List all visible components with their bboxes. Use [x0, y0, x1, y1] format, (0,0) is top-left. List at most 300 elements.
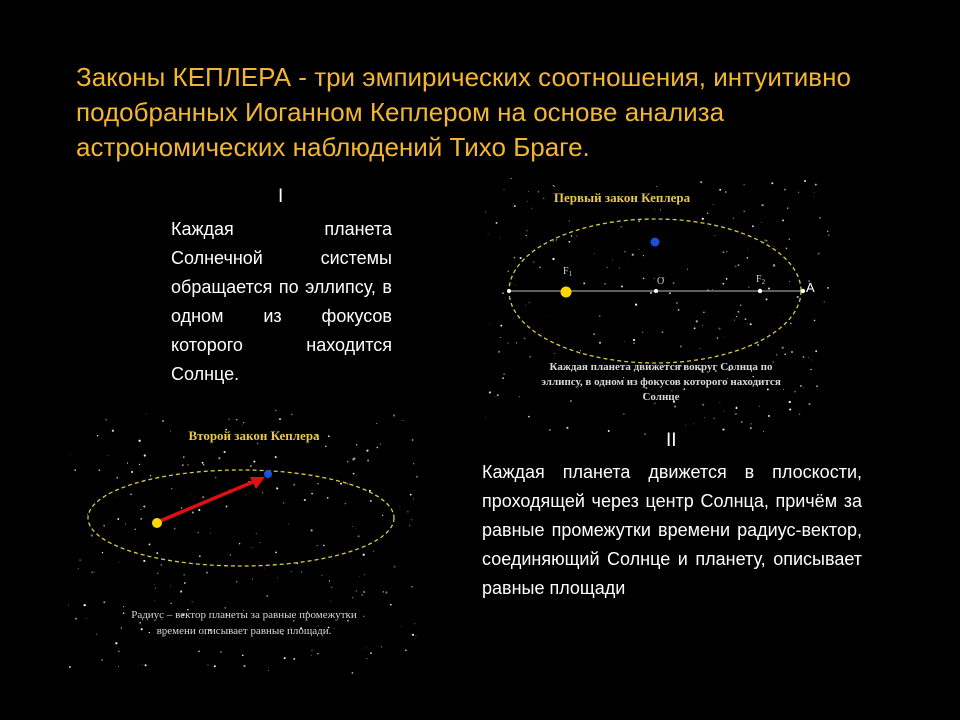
star — [365, 647, 366, 648]
star — [228, 418, 230, 420]
star — [531, 208, 532, 209]
star — [656, 186, 657, 187]
star — [156, 552, 158, 554]
sun-icon — [561, 287, 572, 298]
star — [288, 523, 289, 524]
star — [687, 269, 688, 270]
star — [824, 301, 825, 302]
star — [519, 396, 520, 397]
star — [783, 389, 784, 390]
star — [412, 439, 414, 441]
star — [763, 431, 764, 432]
star — [621, 286, 623, 288]
star — [171, 488, 172, 489]
star — [214, 665, 216, 667]
star — [202, 496, 204, 498]
star — [376, 423, 377, 424]
star — [68, 604, 69, 605]
star — [655, 209, 656, 210]
star — [291, 571, 292, 572]
star — [791, 351, 793, 353]
star — [293, 658, 295, 660]
star — [344, 503, 346, 505]
star — [276, 487, 278, 489]
star — [623, 413, 625, 415]
star — [819, 217, 821, 219]
star — [190, 494, 191, 495]
star — [69, 666, 71, 668]
star — [815, 350, 817, 352]
star — [143, 505, 145, 507]
star — [803, 356, 805, 358]
star — [524, 337, 526, 339]
star — [643, 255, 644, 256]
star — [220, 651, 221, 652]
star — [410, 494, 412, 496]
star — [123, 612, 125, 614]
star — [127, 463, 128, 464]
star — [112, 430, 114, 432]
star — [91, 534, 93, 536]
star — [74, 469, 75, 470]
star — [738, 264, 740, 266]
first-law-figure — [485, 178, 830, 438]
star — [790, 323, 791, 324]
slide-title: Законы КЕПЛЕРА - три эмпирических соотношения, интуитивно подобранных Иоганном Кеплером на основе анализа астрономических наблюдений Тихо Браге. — [76, 62, 851, 162]
star — [119, 562, 120, 563]
figure2-caption-line1: Радиус – вектор планеты за равные промежутки — [131, 609, 357, 621]
star — [766, 298, 768, 300]
star — [170, 603, 172, 605]
star — [154, 584, 155, 585]
star — [210, 533, 211, 534]
orbit-ellipse — [88, 470, 394, 566]
star — [594, 253, 595, 254]
star — [828, 234, 830, 236]
star — [786, 248, 788, 250]
star — [311, 650, 312, 651]
star — [416, 476, 418, 478]
star — [632, 254, 634, 256]
star — [317, 653, 319, 655]
star — [327, 497, 329, 499]
star — [358, 535, 360, 537]
star — [644, 433, 645, 434]
star — [683, 388, 685, 390]
star — [131, 468, 132, 469]
star — [385, 591, 387, 593]
star — [745, 318, 747, 320]
star — [662, 331, 664, 333]
star — [624, 251, 625, 252]
star — [784, 189, 786, 191]
figure1-heading: Первый закон Кеплера — [553, 190, 691, 205]
law1-numeral: I — [278, 186, 284, 207]
star — [527, 201, 528, 202]
star — [250, 465, 252, 467]
focus2-point — [758, 289, 762, 293]
second-law-figure — [68, 410, 420, 676]
star — [496, 222, 498, 224]
star — [400, 507, 401, 508]
star — [115, 496, 116, 497]
star — [184, 582, 186, 584]
star — [554, 186, 555, 187]
star — [230, 554, 231, 555]
star — [352, 526, 353, 527]
star — [123, 606, 124, 607]
star — [624, 341, 625, 342]
star — [703, 311, 705, 313]
star — [512, 206, 513, 207]
star — [317, 545, 318, 546]
star — [552, 258, 554, 260]
star — [502, 377, 504, 379]
star — [352, 458, 354, 460]
center-label: O — [657, 276, 665, 287]
star — [102, 552, 103, 553]
star — [735, 265, 737, 267]
star — [70, 454, 71, 455]
star — [714, 235, 715, 236]
star — [633, 339, 635, 341]
star — [707, 212, 709, 214]
star — [393, 414, 395, 416]
star — [516, 342, 517, 343]
star — [149, 543, 151, 545]
star — [627, 259, 628, 260]
star — [284, 657, 286, 659]
star — [529, 356, 531, 358]
star — [311, 529, 313, 531]
star — [411, 586, 412, 587]
star — [808, 403, 810, 405]
star — [117, 518, 119, 520]
star — [526, 235, 527, 236]
star — [198, 509, 200, 511]
star — [599, 342, 601, 344]
star — [206, 572, 208, 574]
star — [242, 654, 244, 656]
star — [108, 523, 109, 524]
star — [236, 581, 237, 582]
figure1-caption-line2: эллипсу, в одном из фокусов которого находится — [541, 376, 781, 388]
star — [511, 283, 512, 284]
star — [555, 239, 557, 241]
star — [264, 568, 265, 569]
star — [252, 579, 253, 580]
star — [554, 353, 555, 354]
star — [401, 626, 402, 627]
star — [142, 664, 143, 665]
star — [84, 604, 86, 606]
star — [747, 323, 748, 324]
star — [513, 204, 514, 205]
focus2-label: $F_2$ — [756, 274, 766, 286]
star — [700, 181, 702, 183]
star — [800, 385, 802, 387]
star — [146, 414, 147, 415]
star — [355, 528, 356, 529]
star — [140, 509, 141, 510]
star — [356, 444, 357, 445]
star — [619, 228, 620, 229]
star — [719, 402, 720, 403]
star — [411, 519, 413, 521]
center-point — [654, 289, 658, 293]
star — [359, 576, 360, 577]
star — [243, 665, 245, 667]
star — [218, 457, 220, 459]
star — [347, 483, 348, 484]
star — [131, 471, 133, 473]
star — [252, 547, 253, 548]
star — [570, 400, 572, 402]
star — [180, 590, 182, 592]
star — [149, 632, 150, 633]
star — [782, 347, 784, 349]
star — [787, 208, 788, 209]
star — [277, 577, 278, 578]
star — [702, 325, 703, 326]
star — [779, 317, 780, 318]
star — [390, 604, 392, 606]
star — [803, 387, 804, 388]
star — [393, 514, 394, 515]
star — [497, 394, 499, 396]
star — [317, 483, 318, 484]
star — [733, 218, 734, 219]
star — [789, 401, 791, 403]
star — [539, 266, 541, 268]
planet-icon — [651, 238, 660, 247]
star — [650, 292, 652, 294]
star — [750, 423, 751, 424]
star — [784, 354, 786, 356]
star — [767, 388, 769, 390]
star — [773, 264, 775, 266]
star — [620, 226, 622, 228]
star — [262, 492, 263, 493]
star — [548, 315, 549, 316]
star — [504, 189, 505, 190]
star — [502, 292, 504, 294]
star — [713, 418, 715, 420]
star — [243, 422, 244, 423]
star — [713, 204, 714, 205]
star — [352, 597, 353, 598]
star — [789, 408, 791, 410]
star — [150, 475, 151, 476]
star — [772, 361, 774, 363]
star — [75, 618, 77, 620]
star — [325, 446, 326, 447]
star — [673, 282, 675, 284]
star — [818, 252, 820, 254]
star — [103, 601, 105, 603]
star — [507, 270, 508, 271]
star — [696, 320, 698, 322]
star — [669, 292, 671, 294]
star — [187, 464, 189, 466]
star — [236, 419, 238, 421]
star — [311, 493, 313, 495]
star — [416, 635, 417, 636]
star — [718, 230, 719, 231]
star — [717, 337, 718, 338]
star — [702, 218, 704, 220]
star — [764, 239, 766, 241]
star — [750, 323, 752, 325]
star — [724, 411, 725, 412]
star — [260, 542, 261, 543]
star — [635, 303, 637, 305]
star — [771, 182, 773, 184]
star — [116, 477, 118, 479]
star — [499, 238, 500, 239]
star — [154, 600, 155, 601]
star — [253, 461, 255, 463]
star — [108, 455, 109, 456]
star — [139, 464, 140, 465]
star — [514, 257, 516, 259]
star — [412, 634, 413, 635]
star — [79, 559, 81, 561]
star — [363, 616, 364, 617]
star — [762, 222, 763, 223]
figure1-caption-line1: Каждая планета движется вокруг Солнца по — [549, 361, 773, 373]
star — [377, 447, 379, 449]
star — [718, 328, 720, 330]
star — [750, 427, 752, 429]
star — [571, 235, 573, 237]
star — [141, 628, 143, 630]
star — [752, 225, 754, 227]
star — [361, 594, 363, 596]
star — [413, 463, 414, 464]
star — [726, 278, 728, 280]
star — [170, 431, 171, 432]
star — [694, 327, 696, 329]
star — [798, 192, 799, 193]
second-law-diagram — [68, 410, 420, 676]
star — [198, 532, 199, 533]
star — [593, 333, 595, 335]
star — [279, 418, 281, 420]
star — [138, 440, 140, 442]
star — [363, 591, 365, 593]
star — [157, 573, 158, 574]
focus1-label: $F_1$ — [563, 266, 573, 278]
star — [144, 454, 146, 456]
star — [321, 575, 322, 576]
star — [794, 391, 795, 392]
star — [619, 268, 620, 269]
star — [660, 209, 661, 210]
star — [256, 533, 258, 535]
figure2-caption-line2: времени описывает равные площади. — [156, 625, 332, 637]
star — [183, 456, 184, 457]
star — [678, 309, 680, 311]
star — [607, 267, 608, 268]
star — [323, 545, 325, 547]
star — [245, 494, 246, 495]
star — [643, 278, 645, 280]
star — [810, 369, 812, 371]
star — [747, 249, 748, 250]
star — [393, 566, 395, 568]
star — [719, 189, 721, 191]
star — [827, 287, 829, 289]
star — [134, 528, 136, 530]
star — [101, 659, 103, 661]
star — [759, 406, 760, 407]
star — [366, 658, 367, 659]
star — [121, 627, 122, 628]
star — [815, 184, 817, 186]
star — [268, 670, 269, 671]
star — [529, 302, 531, 304]
star — [198, 650, 200, 652]
star — [370, 652, 372, 654]
star — [366, 449, 368, 451]
star — [87, 514, 88, 515]
star — [140, 518, 142, 520]
star — [734, 411, 735, 412]
star — [91, 571, 93, 573]
star — [207, 664, 208, 665]
star — [97, 435, 98, 436]
star — [139, 622, 141, 624]
star — [353, 473, 355, 475]
star — [811, 360, 812, 361]
star — [528, 416, 530, 418]
star — [383, 591, 384, 592]
star — [414, 623, 415, 624]
star — [702, 404, 704, 406]
star — [543, 198, 544, 199]
star — [485, 417, 486, 418]
star — [528, 191, 529, 192]
star — [494, 396, 495, 397]
star — [311, 655, 312, 656]
star — [103, 525, 105, 527]
aphelion-label: A — [806, 280, 815, 295]
star — [520, 257, 522, 259]
star — [576, 235, 577, 236]
star — [704, 417, 705, 418]
star — [599, 315, 601, 317]
star — [723, 337, 724, 338]
star — [105, 419, 107, 421]
star — [191, 601, 192, 602]
star — [340, 483, 342, 485]
star — [373, 551, 374, 552]
star — [514, 205, 516, 207]
star — [746, 257, 748, 259]
star — [364, 574, 365, 575]
star — [654, 278, 655, 279]
star — [293, 484, 295, 486]
star — [500, 337, 501, 338]
star — [291, 414, 293, 416]
star — [768, 415, 770, 417]
star — [712, 289, 713, 290]
figure1-caption-line3: Солнце — [642, 391, 680, 403]
star — [283, 502, 285, 504]
star — [797, 296, 799, 298]
star — [407, 511, 409, 513]
